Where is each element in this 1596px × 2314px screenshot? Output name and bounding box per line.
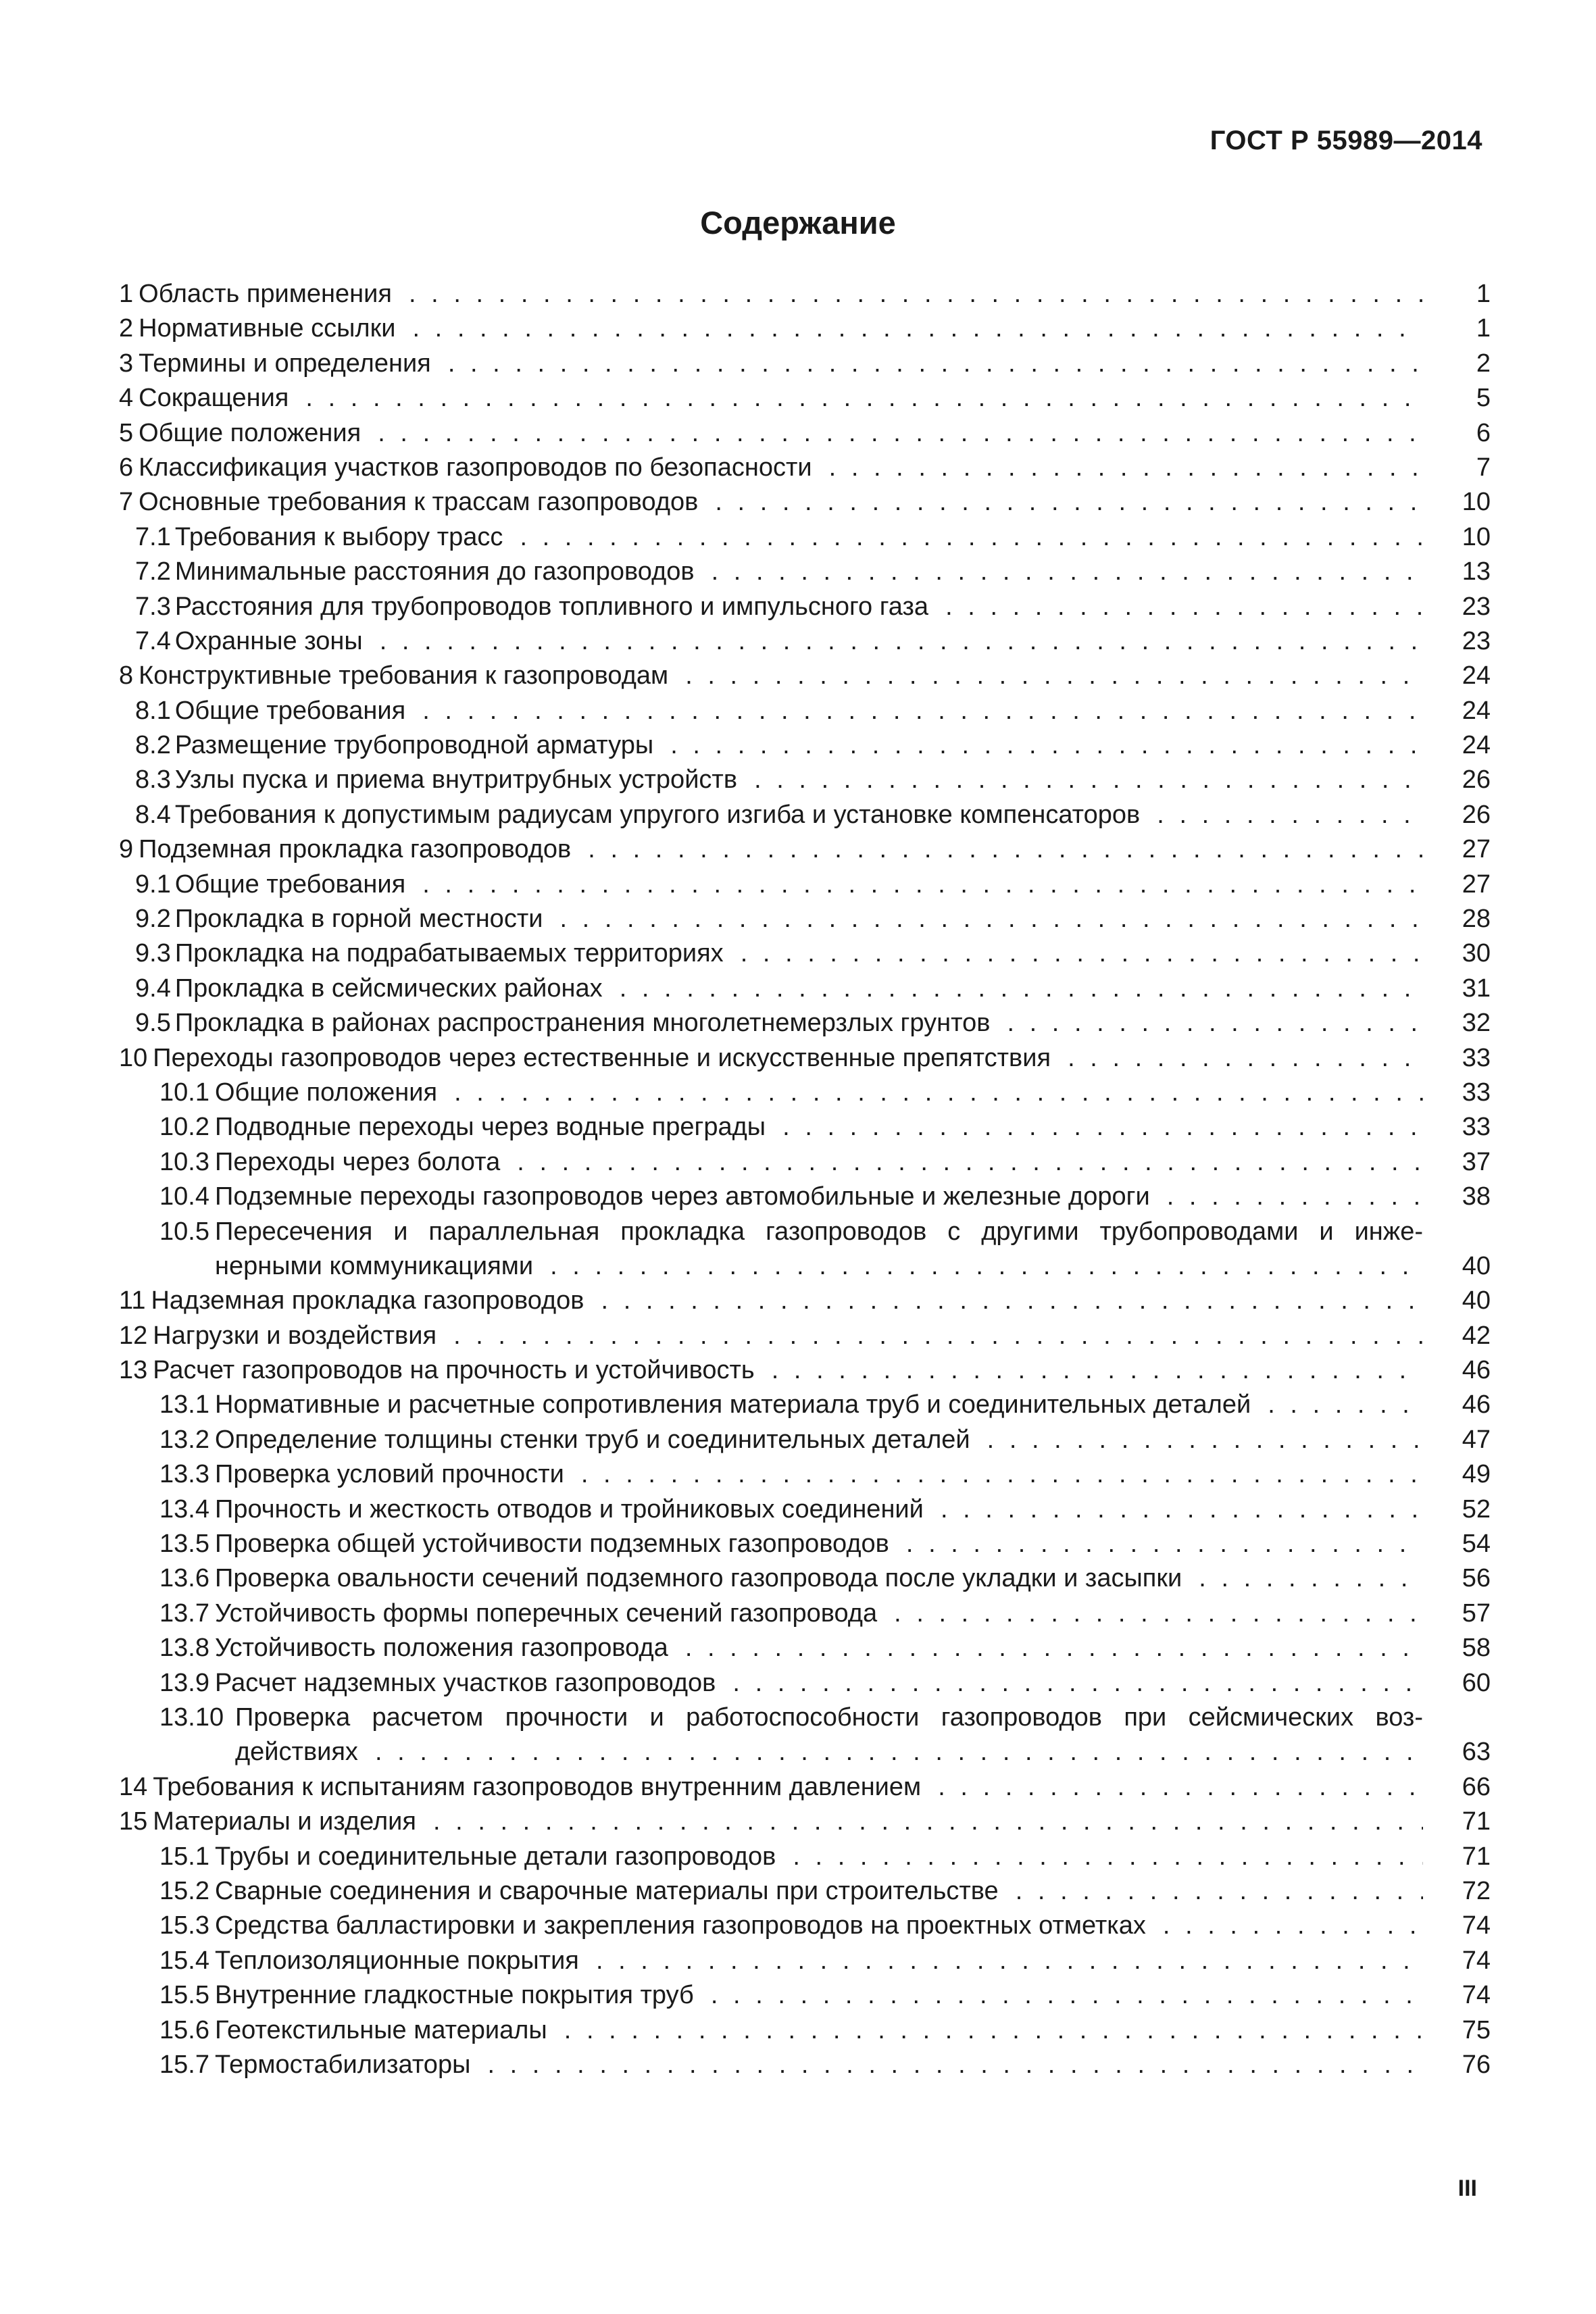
toc-entry-page: 23	[1462, 592, 1491, 621]
toc-entry-page: 1	[1476, 279, 1491, 308]
toc-entry-number: 10	[119, 1043, 148, 1072]
toc-entry-label: Прокладка на подрабатываемых территориях	[174, 939, 724, 968]
toc-entry-number: 8.2	[135, 731, 171, 760]
toc-entry[interactable]	[119, 1388, 1491, 1423]
toc-entry-number: 15.5	[159, 1981, 209, 2010]
toc-entry-label: Прокладка в районах распространения многолетнемерзлых грунтов	[174, 1009, 991, 1038]
toc-entry-page: 74	[1462, 1946, 1491, 1975]
dot-leader	[368, 1735, 1423, 1769]
dot-leader	[678, 659, 1423, 693]
toc-entry-number: 8.4	[135, 800, 171, 829]
toc-entry-label: Сварные соединения и сварочные материалы при строительстве	[215, 1876, 999, 1905]
dot-leader	[822, 451, 1423, 485]
toc-entry-page: 56	[1462, 1564, 1491, 1593]
dot-leader	[703, 1978, 1423, 2013]
toc-entry-label: Нормативные и расчетные сопротивления материала труб и соединительных деталей	[215, 1390, 1251, 1419]
toc-entry-label: Узлы пуска и приема внутритрубных устройств	[174, 765, 738, 795]
dot-leader	[426, 1805, 1423, 1839]
toc-entry-label: Охранные зоны	[174, 626, 363, 655]
toc-entry-page: 38	[1462, 1182, 1491, 1211]
dot-leader	[446, 1319, 1423, 1353]
toc-entry-page: 75	[1462, 2015, 1491, 2044]
dot-leader	[733, 936, 1423, 971]
dot-leader	[775, 1110, 1423, 1145]
toc-entry[interactable]	[119, 1319, 1491, 1353]
dot-leader	[401, 277, 1423, 311]
toc-entry[interactable]	[119, 1006, 1491, 1040]
dot-leader	[663, 728, 1423, 763]
dot-leader	[557, 2013, 1423, 2048]
toc-entry-number: 3	[119, 349, 134, 378]
dot-leader	[933, 1492, 1423, 1527]
toc-entry-page: 46	[1462, 1390, 1491, 1419]
toc-entry[interactable]	[119, 2013, 1491, 2048]
toc-entry-label: Сокращения	[139, 384, 289, 413]
toc-entry-label: Трубы и соединительные детали газопроводов	[215, 1842, 776, 1871]
toc-entry-label: Проверка расчетом прочности и работоспособности газопроводов при сейсмических воз-	[235, 1703, 1423, 1732]
toc-entry-label: Общие требования	[174, 696, 406, 725]
dot-leader	[1260, 1388, 1423, 1422]
toc-entry-page: 40	[1462, 1251, 1491, 1280]
toc-entry[interactable]	[119, 1215, 1491, 1284]
toc-entry-number: 15.4	[159, 1946, 209, 1975]
toc-entry-label: Подземные переходы газопроводов через автомобильные и железные дороги	[215, 1182, 1150, 1211]
toc-entry-number: 10.5	[159, 1217, 209, 1246]
toc-entry-page: 5	[1476, 384, 1491, 413]
toc-entry[interactable]	[119, 936, 1491, 971]
toc-entry-page: 7	[1476, 453, 1491, 482]
dot-leader	[887, 1596, 1423, 1631]
dot-leader	[1155, 1909, 1423, 1943]
dot-leader	[899, 1527, 1423, 1561]
dot-leader	[1149, 798, 1423, 832]
toc-entry-page: 37	[1462, 1147, 1491, 1176]
toc-entry[interactable]	[119, 1145, 1491, 1180]
toc-entry-page: 1	[1476, 314, 1491, 343]
toc-entry-label: Классификация участков газопроводов по безопасности	[139, 453, 812, 482]
toc-entry-number: 11	[119, 1286, 146, 1315]
dot-leader	[480, 2048, 1423, 2082]
toc-entry-number: 13.6	[159, 1564, 209, 1593]
toc-entry[interactable]	[119, 347, 1491, 381]
toc-entry-label: Геотекстильные материалы	[215, 2015, 547, 2044]
toc-entry-page: 49	[1462, 1460, 1491, 1489]
dot-leader	[707, 485, 1423, 520]
toc-entry[interactable]	[119, 520, 1491, 555]
toc-entry[interactable]	[119, 1874, 1491, 1909]
toc-entry-number: 8.1	[135, 696, 171, 725]
toc-entry[interactable]	[119, 1041, 1491, 1076]
toc-entry[interactable]	[119, 1631, 1491, 1665]
toc-entry-label: Теплоизоляционные покрытия	[215, 1946, 579, 1975]
toc-entry[interactable]	[119, 1944, 1491, 1978]
page-number: III	[1457, 2175, 1477, 2201]
toc-entry-page: 40	[1462, 1286, 1491, 1315]
toc-entry[interactable]	[119, 694, 1491, 728]
toc-entry-label: Материалы и изделия	[153, 1807, 416, 1836]
toc-entry-number: 13.9	[159, 1668, 209, 1697]
toc-entry-number: 10.2	[159, 1113, 209, 1142]
dot-leader	[370, 416, 1423, 451]
toc-entry-label: Устойчивость положения газопровода	[215, 1634, 668, 1663]
toc-entry-number: 15	[119, 1807, 148, 1836]
toc-entry-page: 76	[1462, 2050, 1491, 2079]
dot-leader	[512, 520, 1423, 555]
toc-entry-number: 9.2	[135, 905, 171, 934]
toc-entry-page: 13	[1462, 557, 1491, 586]
toc-entry-page: 24	[1462, 661, 1491, 690]
toc-entry-number: 13.3	[159, 1460, 209, 1489]
toc-entry-label: Пересечения и параллельная прокладка газопроводов с другими трубопроводами и инже-	[215, 1217, 1423, 1246]
dot-leader	[509, 1145, 1423, 1180]
toc-entry-page: 2	[1476, 349, 1491, 378]
dot-leader	[543, 1249, 1423, 1284]
toc-entry-page: 10	[1462, 488, 1491, 517]
indent-spacer	[159, 1735, 235, 1769]
toc-entry[interactable]	[119, 972, 1491, 1006]
toc-entry-label: Подземная прокладка газопроводов	[139, 835, 572, 864]
toc-entry-number: 10.3	[159, 1147, 209, 1176]
dot-leader	[747, 763, 1423, 797]
toc-entry[interactable]	[119, 2048, 1491, 2082]
dot-leader	[612, 972, 1423, 1006]
toc-entry[interactable]	[119, 1353, 1491, 1388]
toc-entry-number: 13.2	[159, 1425, 209, 1454]
dot-leader	[930, 1770, 1423, 1805]
toc-entry[interactable]	[119, 311, 1491, 346]
toc-entry-page: 71	[1462, 1807, 1491, 1836]
toc-entry-page: 26	[1462, 800, 1491, 829]
toc-entry-page: 23	[1462, 626, 1491, 655]
toc-entry-page: 30	[1462, 939, 1491, 968]
toc-entry-number: 14	[119, 1772, 148, 1801]
toc-entry-label: Средства балластировки и закрепления газопроводов на проектных отметках	[215, 1911, 1146, 1940]
toc-entry-number: 10.1	[159, 1078, 209, 1107]
table-of-contents	[119, 277, 1491, 2082]
dot-leader	[594, 1284, 1424, 1318]
toc-entry-number: 13.7	[159, 1599, 209, 1628]
dot-leader	[405, 311, 1423, 346]
toc-entry-label: Требования к выбору трасс	[174, 522, 503, 551]
toc-entry-label: Расстояния для трубопроводов топливного и импульсного газа	[174, 592, 929, 621]
toc-entry-page: 72	[1462, 1876, 1491, 1905]
toc-entry-page: 32	[1462, 1009, 1491, 1038]
toc-entry-number: 9.5	[135, 1009, 171, 1038]
toc-entry[interactable]	[119, 1701, 1491, 1770]
dot-leader	[764, 1353, 1423, 1388]
toc-entry-number: 6	[119, 453, 134, 482]
toc-entry[interactable]	[119, 1840, 1491, 1874]
toc-entry-label: Расчет надземных участков газопроводов	[215, 1668, 716, 1697]
dot-leader	[725, 1666, 1423, 1701]
toc-entry-label: Переходы газопроводов через естественные и искусственные препятствия	[153, 1043, 1051, 1072]
toc-entry-number: 13.5	[159, 1530, 209, 1559]
toc-entry[interactable]	[119, 1666, 1491, 1701]
toc-entry-label: Определение толщины стенки труб и соединительных деталей	[215, 1425, 970, 1454]
dot-leader	[447, 1076, 1423, 1110]
toc-entry[interactable]	[119, 624, 1491, 659]
toc-entry-number: 4	[119, 384, 134, 413]
toc-entry[interactable]	[119, 1805, 1491, 1839]
toc-entry-page: 74	[1462, 1911, 1491, 1940]
toc-entry-page: 33	[1462, 1078, 1491, 1107]
toc-entry-page: 28	[1462, 905, 1491, 934]
toc-entry-number: 8	[119, 661, 134, 690]
toc-entry-label: Термины и определения	[139, 349, 431, 378]
toc-entry-label: Требования к допустимым радиусам упругого изгиба и установке компенсаторов	[174, 800, 1141, 829]
toc-entry-page: 52	[1462, 1494, 1491, 1524]
dot-leader	[415, 694, 1423, 728]
toc-entry[interactable]	[119, 1076, 1491, 1110]
document-code: ГОСТ Р 55989—2014	[1210, 126, 1482, 155]
toc-entry-number: 15.3	[159, 1911, 209, 1940]
toc-entry[interactable]	[119, 1110, 1491, 1145]
toc-entry-number: 9.1	[135, 870, 171, 899]
toc-entry-label: Конструктивные требования к газопроводам	[139, 661, 669, 690]
toc-entry-number: 15.7	[159, 2050, 209, 2079]
toc-entry-number: 7.4	[135, 626, 171, 655]
toc-entry-number: 13.4	[159, 1494, 209, 1524]
toc-entry-page: 24	[1462, 731, 1491, 760]
toc-entry[interactable]	[119, 659, 1491, 693]
dot-leader	[441, 347, 1423, 381]
toc-entry-label: Основные требования к трассам газопроводов	[139, 488, 699, 517]
toc-entry[interactable]	[119, 485, 1491, 520]
indent-spacer	[159, 1249, 215, 1284]
toc-entry-number: 2	[119, 314, 134, 343]
toc-entry-label: Термостабилизаторы	[215, 2050, 471, 2079]
dot-leader	[1008, 1874, 1423, 1909]
toc-entry-label-continuation: нерными коммуникациями	[215, 1251, 534, 1280]
toc-entry-number: 10.4	[159, 1182, 209, 1211]
toc-entry[interactable]	[119, 763, 1491, 797]
toc-entry-page: 71	[1462, 1842, 1491, 1871]
toc-entry-page: 10	[1462, 522, 1491, 551]
dot-leader	[785, 1840, 1423, 1874]
toc-entry-label: Область применения	[139, 279, 392, 308]
toc-entry[interactable]	[119, 416, 1491, 451]
dot-leader	[1159, 1180, 1423, 1214]
toc-entry-page: 27	[1462, 835, 1491, 864]
toc-entry-number: 9	[119, 835, 134, 864]
toc-entry[interactable]	[119, 1770, 1491, 1805]
toc-entry-label: Устойчивость формы поперечных сечений газопровода	[215, 1599, 878, 1628]
dot-leader	[372, 624, 1423, 659]
toc-entry-label: Требования к испытаниям газопроводов внутренним давлением	[153, 1772, 922, 1801]
toc-entry-number: 5	[119, 418, 134, 447]
toc-entry[interactable]	[119, 555, 1491, 589]
dot-leader	[999, 1006, 1423, 1040]
toc-entry-label: Минимальные расстояния до газопроводов	[174, 557, 695, 586]
page-title: Содержание	[700, 205, 896, 241]
toc-entry-page: 33	[1462, 1113, 1491, 1142]
dot-leader	[298, 381, 1423, 416]
toc-entry-number: 7	[119, 488, 134, 517]
toc-entry-label: Общие положения	[215, 1078, 438, 1107]
toc-entry-page: 74	[1462, 1981, 1491, 2010]
toc-entry-page: 46	[1462, 1356, 1491, 1385]
toc-entry-label: Подводные переходы через водные преграды	[215, 1113, 766, 1142]
dot-leader	[1191, 1561, 1423, 1596]
toc-entry[interactable]	[119, 1561, 1491, 1596]
toc-entry[interactable]	[119, 1909, 1491, 1943]
toc-entry-number: 13.10	[159, 1703, 224, 1732]
toc-entry-label: Прокладка в горной местности	[174, 905, 543, 934]
toc-entry-label: Надземная прокладка газопроводов	[151, 1286, 584, 1315]
toc-entry-label: Прокладка в сейсмических районах	[174, 974, 603, 1003]
toc-entry-number: 13	[119, 1356, 148, 1385]
toc-entry-label: Общие требования	[174, 870, 406, 899]
dot-leader	[938, 590, 1423, 624]
toc-entry[interactable]	[119, 1596, 1491, 1631]
toc-entry-label: Общие положения	[139, 418, 361, 447]
dot-leader	[678, 1631, 1423, 1665]
toc-entry-label: Нагрузки и воздействия	[153, 1321, 437, 1350]
dot-leader	[574, 1457, 1423, 1492]
toc-entry-number: 7.2	[135, 557, 171, 586]
dot-leader	[415, 867, 1423, 902]
toc-entry-label: Прочность и жесткость отводов и тройниковых соединений	[215, 1494, 924, 1524]
toc-entry[interactable]	[119, 798, 1491, 832]
toc-entry-page: 26	[1462, 765, 1491, 795]
dot-leader	[589, 1944, 1423, 1978]
toc-entry[interactable]	[119, 277, 1491, 311]
toc-entry-page: 27	[1462, 870, 1491, 899]
toc-entry-label: Переходы через болота	[215, 1147, 501, 1176]
toc-entry-page: 63	[1462, 1738, 1491, 1767]
toc-entry[interactable]	[119, 1284, 1491, 1318]
toc-entry-page: 31	[1462, 974, 1491, 1003]
toc-entry-number: 13.1	[159, 1390, 209, 1419]
toc-entry-label: Проверка овальности сечений подземного газопровода после укладки и засыпки	[215, 1564, 1182, 1593]
toc-entry[interactable]	[119, 902, 1491, 936]
toc-entry-number: 7.1	[135, 522, 171, 551]
toc-entry-page: 33	[1462, 1043, 1491, 1072]
toc-entry[interactable]	[119, 867, 1491, 902]
toc-entry[interactable]	[119, 590, 1491, 624]
toc-entry[interactable]	[119, 1492, 1491, 1527]
toc-entry-label: Нормативные ссылки	[139, 314, 396, 343]
toc-entry-number: 7.3	[135, 592, 171, 621]
toc-entry-page: 57	[1462, 1599, 1491, 1628]
toc-entry-label: Расчет газопроводов на прочность и устойчивость	[153, 1356, 755, 1385]
toc-entry-number: 12	[119, 1321, 148, 1350]
toc-entry-number: 1	[119, 279, 134, 308]
dot-leader	[704, 555, 1423, 589]
toc-entry-number: 8.3	[135, 765, 171, 795]
toc-entry[interactable]	[119, 381, 1491, 416]
dot-leader	[980, 1423, 1423, 1457]
toc-entry[interactable]	[119, 1180, 1491, 1214]
toc-entry-label: Размещение трубопроводной арматуры	[174, 731, 654, 760]
toc-entry-page: 66	[1462, 1772, 1491, 1801]
toc-entry-label: Внутренние гладкостные покрытия труб	[215, 1981, 694, 2010]
toc-entry-label-continuation: действиях	[235, 1738, 358, 1767]
toc-entry[interactable]	[119, 451, 1491, 485]
toc-entry-number: 15.6	[159, 2015, 209, 2044]
toc-entry-label: Проверка условий прочности	[215, 1460, 564, 1489]
toc-entry-page: 47	[1462, 1425, 1491, 1454]
toc-entry-page: 24	[1462, 696, 1491, 725]
toc-entry-label: Проверка общей устойчивости подземных газопроводов	[215, 1530, 889, 1559]
dot-leader	[1060, 1041, 1423, 1076]
toc-entry-page: 54	[1462, 1530, 1491, 1559]
toc-entry-page: 58	[1462, 1634, 1491, 1663]
toc-entry-number: 15.2	[159, 1876, 209, 1905]
toc-entry-page: 6	[1476, 418, 1491, 447]
dot-leader	[580, 832, 1423, 867]
toc-entry-number: 15.1	[159, 1842, 209, 1871]
toc-entry[interactable]	[119, 1423, 1491, 1457]
dot-leader	[552, 902, 1423, 936]
toc-entry[interactable]	[119, 1978, 1491, 2013]
toc-entry-page: 42	[1462, 1321, 1491, 1350]
toc-entry-number: 13.8	[159, 1634, 209, 1663]
toc-entry[interactable]	[119, 728, 1491, 763]
toc-entry-page: 60	[1462, 1668, 1491, 1697]
toc-entry-number: 9.4	[135, 974, 171, 1003]
toc-entry[interactable]	[119, 1527, 1491, 1561]
toc-entry[interactable]	[119, 1457, 1491, 1492]
toc-entry-number: 9.3	[135, 939, 171, 968]
toc-entry[interactable]	[119, 832, 1491, 867]
